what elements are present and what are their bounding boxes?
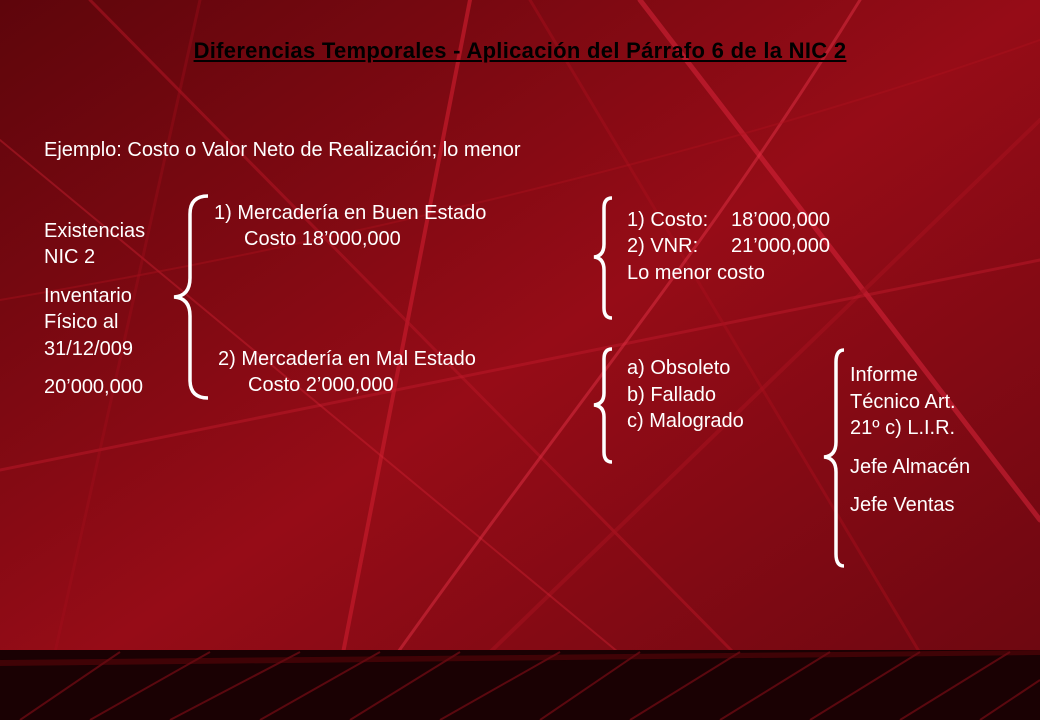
- bad-condition-cost: Costo 2’000,000: [248, 374, 394, 396]
- report-article: 21º c) L.I.R.: [850, 417, 956, 440]
- condition-obsolete: a) Obsoleto: [627, 357, 731, 379]
- cost-label: 1) Costo:: [627, 209, 709, 231]
- good-condition-cost: Costo 18’000,000: [244, 228, 401, 250]
- report-tecnico: Técnico Art.: [850, 390, 956, 413]
- date-label: 31/12/009: [44, 337, 133, 360]
- report-informe: Informe: [850, 364, 918, 386]
- condition-damaged: c) Malogrado: [627, 410, 744, 433]
- slide-title: Diferencias Temporales - Aplicación del Párrafo 6 de la NIC 2: [193, 38, 847, 63]
- report-warehouse-chief: Jefe Almacén: [850, 455, 971, 478]
- existencias-label: Existencias: [44, 220, 146, 242]
- condition-faulty: b) Fallado: [627, 383, 716, 406]
- conditions-brace-icon: [588, 343, 618, 468]
- example-subtitle: Ejemplo: Costo o Valor Neto de Realización; lo menor: [44, 139, 521, 161]
- vnr-value: 21’000,000: [731, 235, 830, 258]
- inventory-column: [44, 218, 145, 400]
- good-condition-label: 1) Mercadería en Buen Estado: [214, 202, 487, 224]
- left-brace-icon: [168, 190, 218, 404]
- conditions-list: [627, 355, 744, 435]
- bottom-band: [0, 650, 1040, 720]
- report-sales-chief: Jefe Ventas: [850, 494, 955, 517]
- inventario-label: Inventario: [44, 284, 132, 307]
- vnr-row: [627, 233, 830, 259]
- bad-condition-item: [218, 346, 476, 398]
- vnr-label: 2) VNR:: [627, 235, 699, 258]
- reports-list: [850, 362, 970, 519]
- fisico-label: Físico al: [44, 311, 119, 334]
- inventory-total: 20’000,000: [44, 375, 143, 398]
- nic-label: NIC 2: [44, 246, 96, 269]
- cost-row: [627, 207, 830, 233]
- lower-cost-result: Lo menor costo: [627, 261, 765, 284]
- cost-value: 18’000,000: [731, 209, 830, 231]
- bad-condition-label: 2) Mercadería en Mal Estado: [218, 348, 476, 370]
- good-condition-item: [214, 200, 486, 252]
- valuation-block: [627, 207, 830, 286]
- valuation-brace-icon: [588, 192, 618, 324]
- reports-brace-icon: [818, 344, 850, 574]
